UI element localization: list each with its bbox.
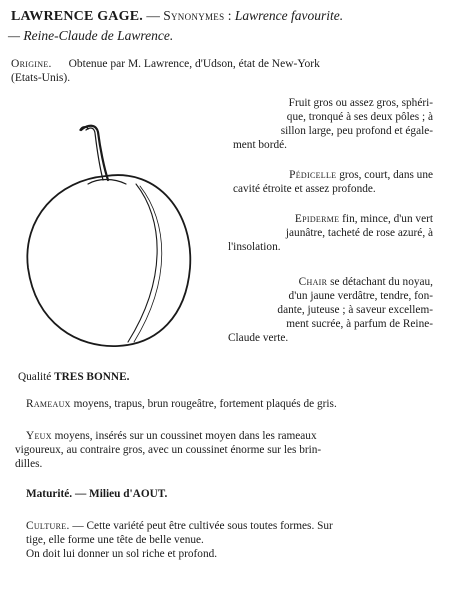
maturite-label: Maturité.: [26, 488, 73, 500]
chair-label: Chair: [298, 276, 328, 288]
title-line: [11, 8, 343, 25]
pedicelle-label: Pédicelle: [289, 169, 337, 181]
rameaux-text: moyens, trapus, brun rougeâtre, fortement plaqués de gris.: [73, 398, 337, 410]
pedicelle-line-1: [289, 169, 433, 181]
synonym-1: Lawrence favourite.: [234, 8, 344, 23]
culture-line-2: tige, elle forme une tête de belle venue.: [26, 534, 204, 546]
chair-line-3: dante, juteuse ; à saveur excellem-: [277, 304, 433, 316]
culture-text-1: — Cette variété peut être cultivée sous toutes formes. Sur: [72, 520, 333, 532]
rameaux-label: Rameaux: [26, 398, 71, 410]
epiderme-line-2: jaunâtre, tacheté de rose azuré, à: [285, 227, 433, 239]
qualite-line: [18, 371, 129, 383]
yeux-line-1: [26, 430, 317, 442]
epiderme-line-1: [295, 213, 433, 225]
fruit-line-4: ment bordé.: [233, 139, 287, 151]
fruit-line-1: [289, 97, 433, 109]
variety-name: LAWRENCE GAGE.: [11, 9, 143, 24]
origin-line-2: (Etats-Unis).: [11, 72, 71, 84]
synonyms-colon: :: [227, 8, 232, 23]
origin-text-1: Obtenue par M. Lawrence, d'Udson, état de New-York: [68, 58, 320, 70]
yeux-label: Yeux: [26, 430, 52, 442]
epiderme-line-3: l'insolation.: [228, 241, 281, 253]
qualite-label: Qualité: [18, 371, 52, 383]
title-dash: —: [146, 8, 160, 23]
plum-fruit-icon: [18, 118, 198, 358]
maturite-value: — Milieu d'AOUT.: [74, 488, 168, 500]
culture-label: Culture.: [26, 520, 70, 532]
maturite-line: [26, 488, 167, 500]
culture-line-3: On doit lui donner un sol riche et profond.: [26, 548, 218, 560]
rameaux-line: [26, 398, 337, 410]
pedicelle-line-2: cavité étroite et assez profonde.: [233, 183, 376, 195]
qualite-value: TRES BONNE.: [54, 371, 130, 383]
chair-text-1: se détachant du noyau,: [330, 276, 433, 288]
fruit-text-1: Fruit gros ou assez gros, sphéri-: [288, 97, 433, 109]
synonym-line-2: [8, 28, 173, 44]
synonym-2-prefix: —: [8, 28, 21, 43]
epiderme-text-1: fin, mince, d'un vert: [342, 213, 433, 225]
origin-label: Origine.: [11, 58, 52, 70]
chair-line-2: d'un jaune verdâtre, tendre, fon-: [288, 290, 433, 302]
origin-line-1: [11, 58, 320, 70]
yeux-line-3: dilles.: [15, 458, 43, 470]
chair-line-5: Claude verte.: [228, 332, 289, 344]
epiderme-label: Epiderme: [294, 213, 340, 225]
fruit-line-2: que, tronqué à ses deux pôles ; à: [286, 111, 433, 123]
synonym-2: Reine-Claude de Lawrence.: [23, 28, 174, 43]
synonyms-label: Synonymes: [163, 8, 225, 23]
yeux-text-1: moyens, insérés sur un coussinet moyen dans les rameaux: [54, 430, 317, 442]
pedicelle-text-1: gros, court, dans une: [339, 169, 433, 181]
yeux-line-2: vigoureux, au contraire gros, avec un coussinet énorme sur les brin-: [15, 444, 322, 456]
fruit-line-3: sillon large, peu profond et égale-: [280, 125, 433, 137]
chair-line-1: [299, 276, 433, 288]
chair-line-4: ment sucrée, à parfum de Reine-: [286, 318, 433, 330]
culture-line-1: [26, 520, 333, 532]
